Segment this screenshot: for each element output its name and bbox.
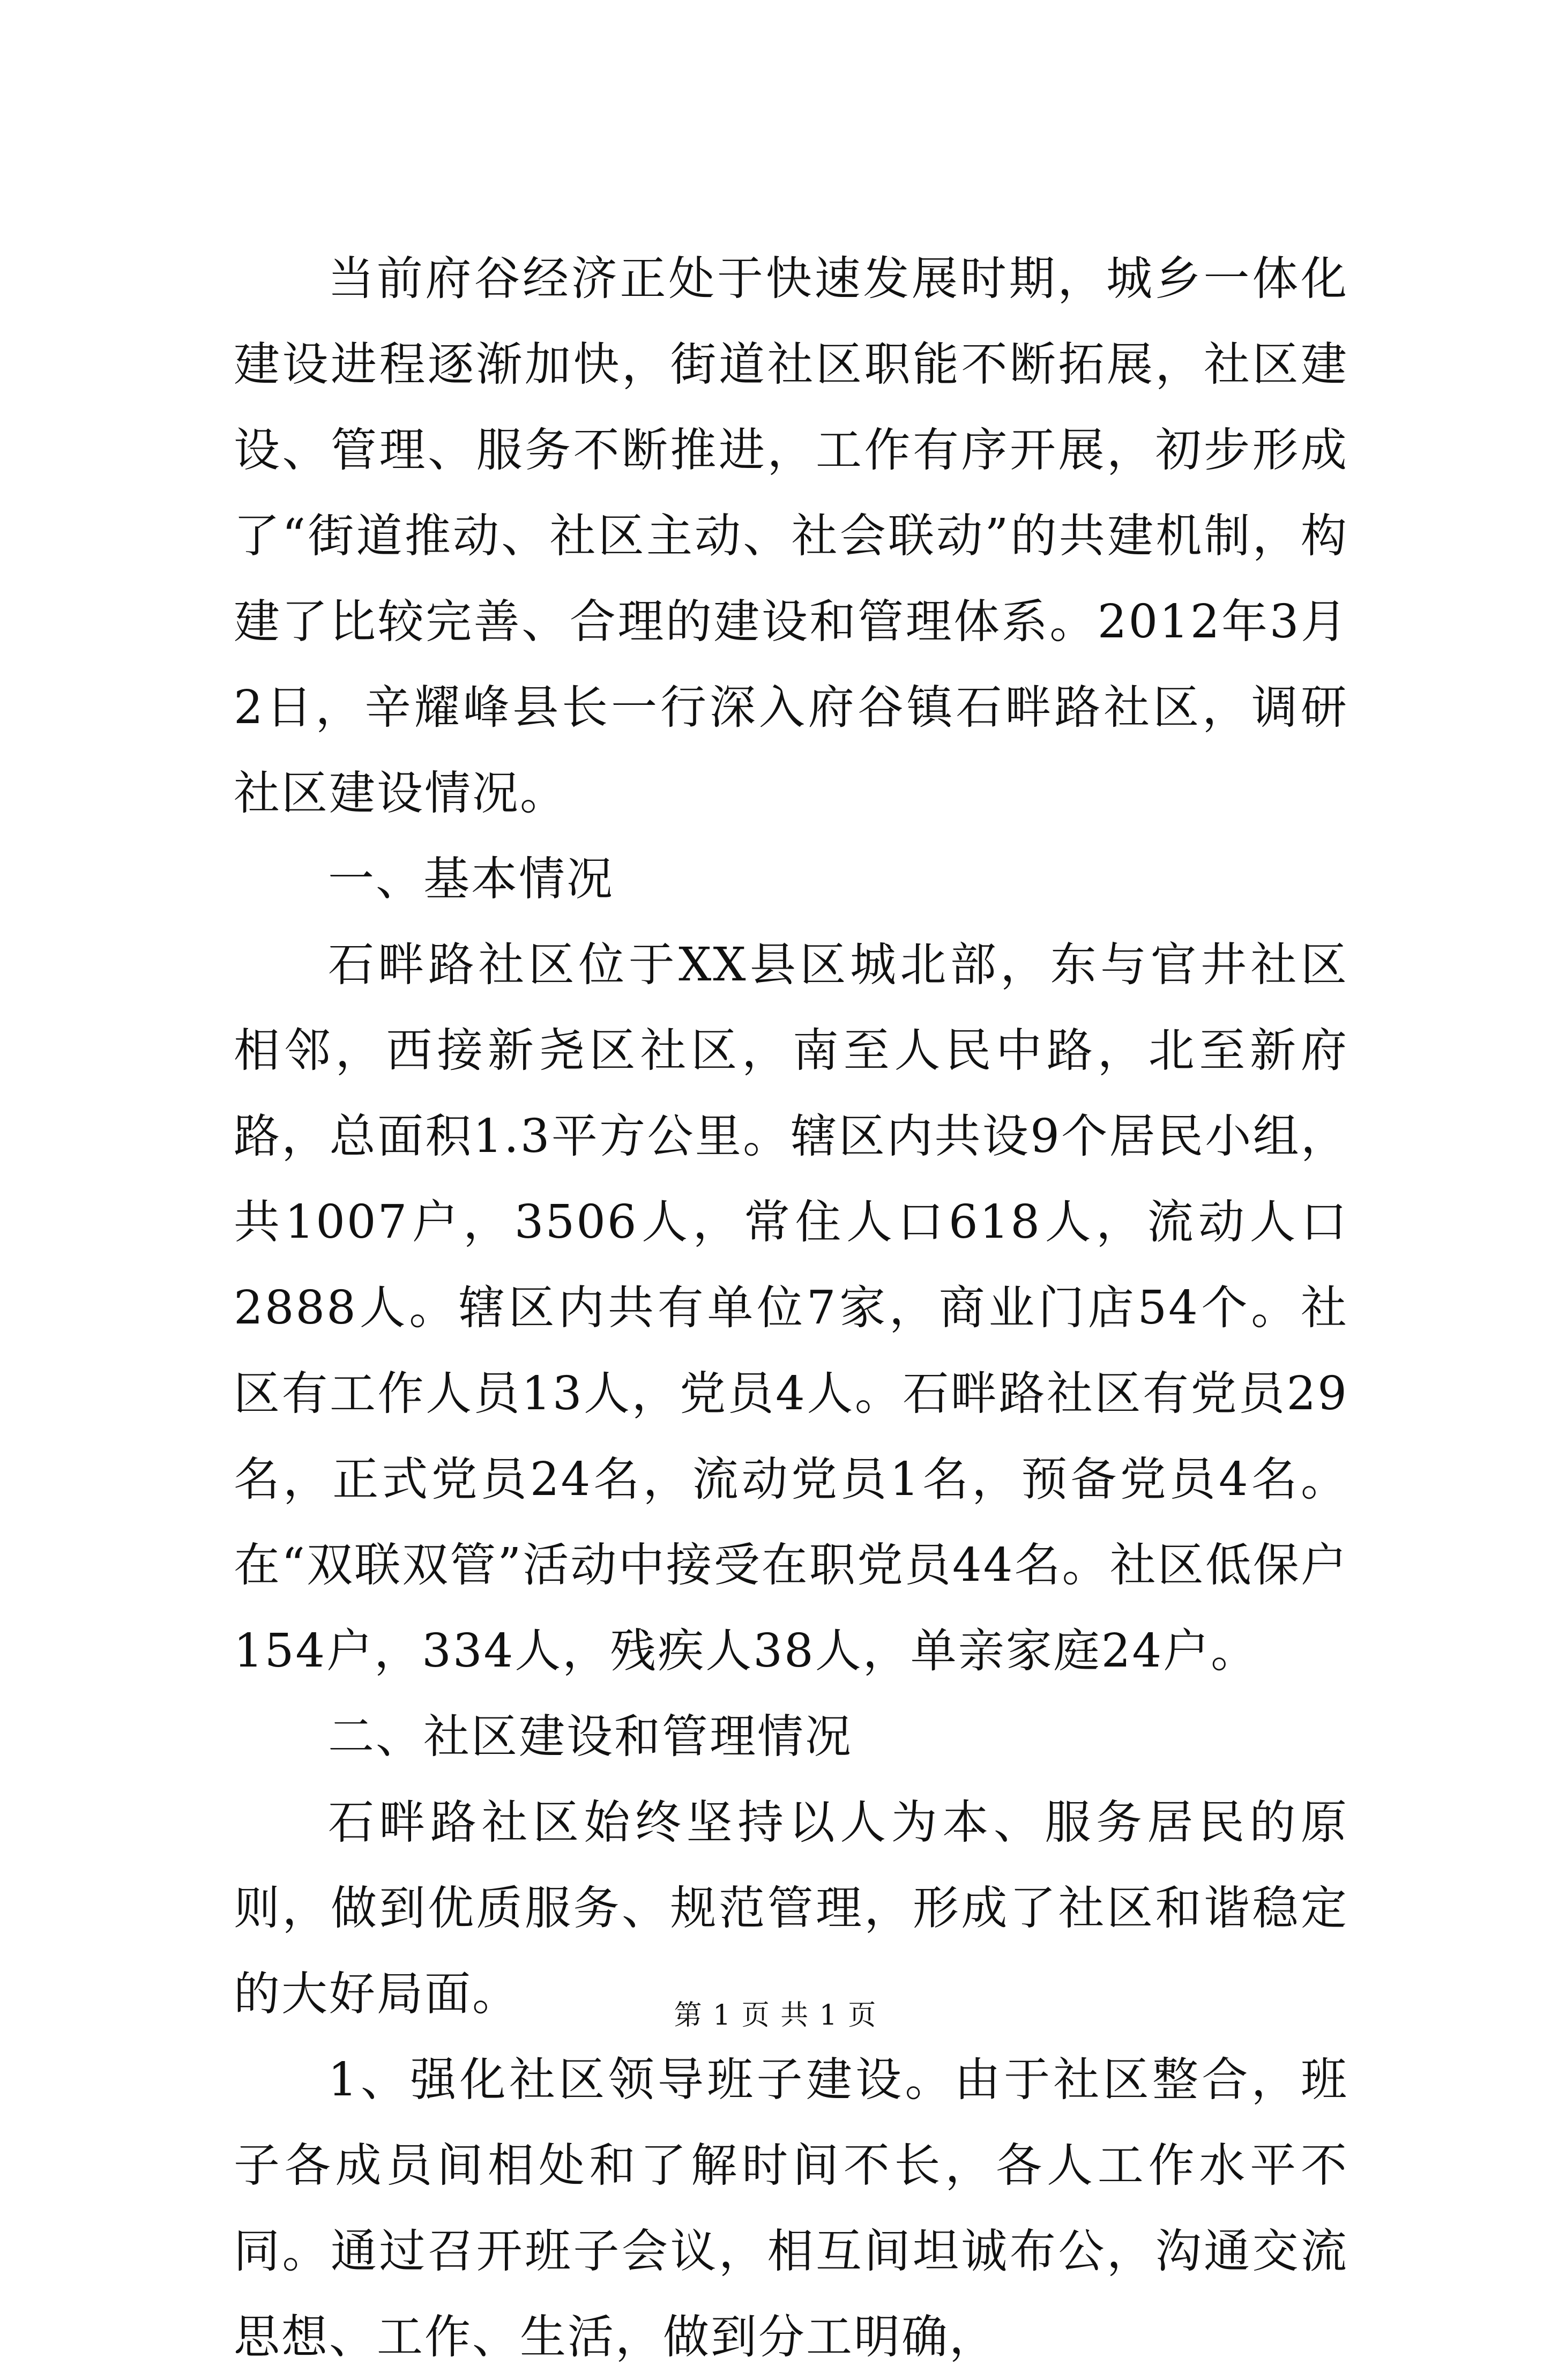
- page-footer: 第 1 页 共 1 页: [674, 1999, 877, 2032]
- paragraph-construction-summary: 石畔路社区始终坚持以人为本、服务居民的原则，做到优质服务、规范管理，形成了社区和谐稳定的大好局面。: [234, 1796, 1348, 2021]
- paragraph-leadership-building: 1、强化社区领导班子建设。由于社区整合，班子各成员间相处和了解时间不长，各人工作水平不同。通过召开班子会议，相互间坦诚布公，沟通交流思想、工作、生活，做到分工明确，: [234, 2053, 1348, 2364]
- section-heading-basic-situation: 一、基本情况: [328, 852, 614, 906]
- section-heading-construction-management: 二、社区建设和管理情况: [328, 1710, 853, 1764]
- paragraph-basic-situation: 石畔路社区位于XX县区城北部，东与官井社区相邻，西接新尧区社区，南至人民中路，北至新府路，总面积1.3平方公里。辖区内共设9个居民小组，共1007户，3506人，常住人口618人，流动人口2888人。辖区内共有单位7家，商业门店54个。社区有工作人员13人，党员4人。石畔路社区有党员29名，正式党员24名，流动党员1名，预备党员4名。在“双联双管”活动中接受在职党员44名。社区低保户154户，334人，残疾人38人，单亲家庭24户。: [234, 938, 1348, 1678]
- paragraph-intro: 当前府谷经济正处于快速发展时期，城乡一体化建设进程逐渐加快，街道社区职能不断拓展，社区建设、管理、服务不断推进，工作有序开展，初步形成了“街道推动、社区主动、社会联动”的共建机制，构建了比较完善、合理的建设和管理体系。2012年3月2日，辛耀峰县长一行深入府谷镇石畔路社区，调研社区建设情况。: [234, 252, 1348, 820]
- document-body: [234, 236, 1348, 2380]
